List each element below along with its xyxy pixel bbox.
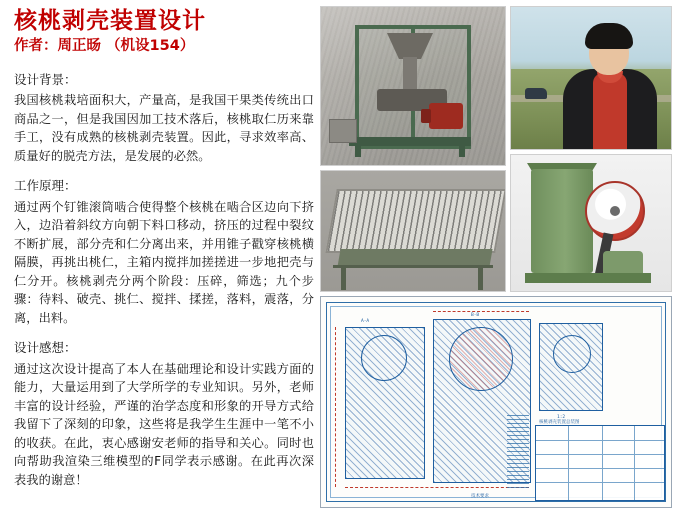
title-block-col xyxy=(568,426,569,500)
blueprint-circle-left xyxy=(361,335,407,381)
image-column xyxy=(320,6,672,504)
render-body xyxy=(531,169,593,273)
section-principle-body: 通过两个钉锥滚筒啮合使得整个核桃在啮合区边向下挤入，边沿着斜纹方向朝下料口移动，挤压的过程中裂纹不断扩展，部分壳和仁分离出来，并用锥子戳穿核桃横隔膜，再挑出桃仁，主箱内搅拌加搓搓进一步地把壳与仁分开。核桃剥壳分两个阶段：压碎，筛选；九个步骤：待料、破壳、挑仁、搅拌、揉搓，落料，震落，分离，出料。 xyxy=(14,199,314,325)
section-principle xyxy=(14,178,314,327)
section-reflection-heading: 设计感想： xyxy=(14,340,77,356)
blueprint-label-scale: 1:2 xyxy=(557,415,566,420)
machine-motor xyxy=(429,103,463,129)
designer-portrait-photo xyxy=(510,6,672,150)
section-reflection-body: 通过这次设计提高了本人在基础理论和设计实践方面的能力，大量运用到了大学所学的专业知识。另外，老师丰富的设计经验，严谨的治学态度和形象的开导方式给我留下了深刻的印象，这些将是我学生生涯中一笔不小的收获。在此，衷心感谢安老师的指导和关心。同时也向帮助我渲染三维模型的F同学表示感谢。在此再次深表我的谢意！ xyxy=(14,361,314,487)
person-hair xyxy=(585,23,633,49)
dimension-line-top xyxy=(433,311,529,312)
conveyor-legs xyxy=(333,265,493,290)
page-title: 核桃剥壳装置设计 xyxy=(14,8,206,34)
prototype-machine-photo xyxy=(320,6,506,166)
machine-base xyxy=(349,137,471,146)
section-background-body: 我国核桃栽培面积大，产量高，是我国干果类传统出口商品之一，但是我国因加工技术落后，核桃取仁历来靠手工，没有成熟的核桃剥壳装置。因此，寻求效率高、质量好的脱壳方法，是发展的必然。 xyxy=(14,93,314,163)
render-flywheel xyxy=(585,181,645,241)
machine-feed-tube xyxy=(403,57,417,91)
blueprint-label-aa: A-A xyxy=(361,319,370,324)
author-line: 作者：周正旸 （机设154） xyxy=(14,38,195,55)
machine-leg-left xyxy=(355,141,361,157)
title-block-row xyxy=(536,440,664,441)
title-block-col xyxy=(602,426,603,500)
dimension-line-vertical xyxy=(335,327,336,487)
section-background-heading: 设计背景： xyxy=(14,71,77,87)
tray-grid-texture xyxy=(328,191,505,251)
section-principle-heading: 工作原理： xyxy=(14,178,77,194)
render-base xyxy=(525,273,651,283)
section-background xyxy=(14,72,314,165)
blueprint-title-block xyxy=(535,425,665,501)
section-reflection xyxy=(14,340,314,489)
dimension-line-horizontal xyxy=(345,487,529,488)
sorting-tray xyxy=(325,189,506,253)
assembly-blueprint-drawing xyxy=(320,296,672,508)
machine-control-box xyxy=(329,119,357,143)
car-shape xyxy=(525,88,547,99)
title-block-row xyxy=(536,468,664,469)
conveyor-sorting-photo xyxy=(320,170,506,292)
machine-leg-right xyxy=(459,141,465,157)
text-column xyxy=(14,8,314,504)
blueprint-circle-center xyxy=(449,327,513,391)
blueprint-label-requirements: 技术要求 xyxy=(471,494,489,499)
blueprint-label-bb: B-B xyxy=(471,313,480,318)
blueprint-label-drawing-title: 核桃剥壳装置总装图 xyxy=(539,420,580,425)
title-block-col xyxy=(634,426,635,500)
machine-3d-render xyxy=(510,154,672,292)
title-block-row xyxy=(536,482,664,483)
title-block-row xyxy=(536,454,664,455)
blueprint-notes-block xyxy=(507,415,529,491)
person-shirt xyxy=(593,73,627,150)
blueprint-circle-right xyxy=(553,335,591,373)
